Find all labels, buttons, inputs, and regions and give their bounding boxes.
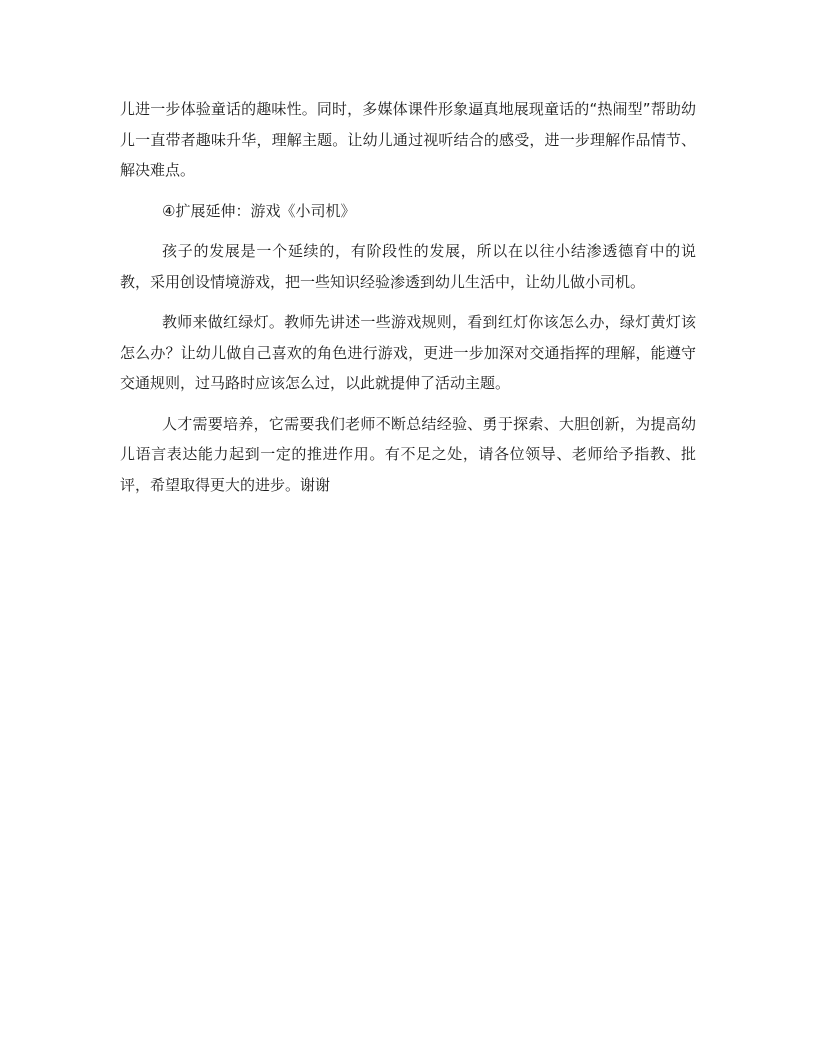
paragraph-conclusion: 人才需要培养，它需要我们老师不断总结经验、勇于探索、大胆创新，为提高幼儿语言表达能力起到一定的推进作用。有不足之处，请各位领导、老师给予指教、批评，希望取得更大的进步。谢谢 [120, 414, 696, 494]
paragraph-traffic-light-game: 教师来做红绿灯。教师先讲述一些游戏规则，看到红灯你该怎么办，绿灯黄灯该怎么办？让幼儿做自己喜欢的角色进行游戏，更进一步加深对交通指挥的理解，能遵守交通规则，过马路时应该怎么过，以此就提伸了活动主题。 [120, 313, 696, 392]
paragraph-child-development: 孩子的发展是一个延续的，有阶段性的发展，所以在以往小结渗透德育中的说教，采用创设情境游戏，把一些知识经验渗透到幼儿生活中，让幼儿做小司机。 [120, 242, 696, 291]
document-body [120, 94, 696, 510]
paragraph-continuation: 儿进一步体验童话的趣味性。同时，多媒体课件形象逼真地展现童话的“热闹型”帮助幼儿一直带者趣味升华，理解主题。让幼儿通过视听结合的感受，进一步理解作品情节、解决难点。 [120, 100, 696, 179]
paragraph-extension-heading: ④扩展延伸：游戏《小司机》 [162, 201, 356, 220]
